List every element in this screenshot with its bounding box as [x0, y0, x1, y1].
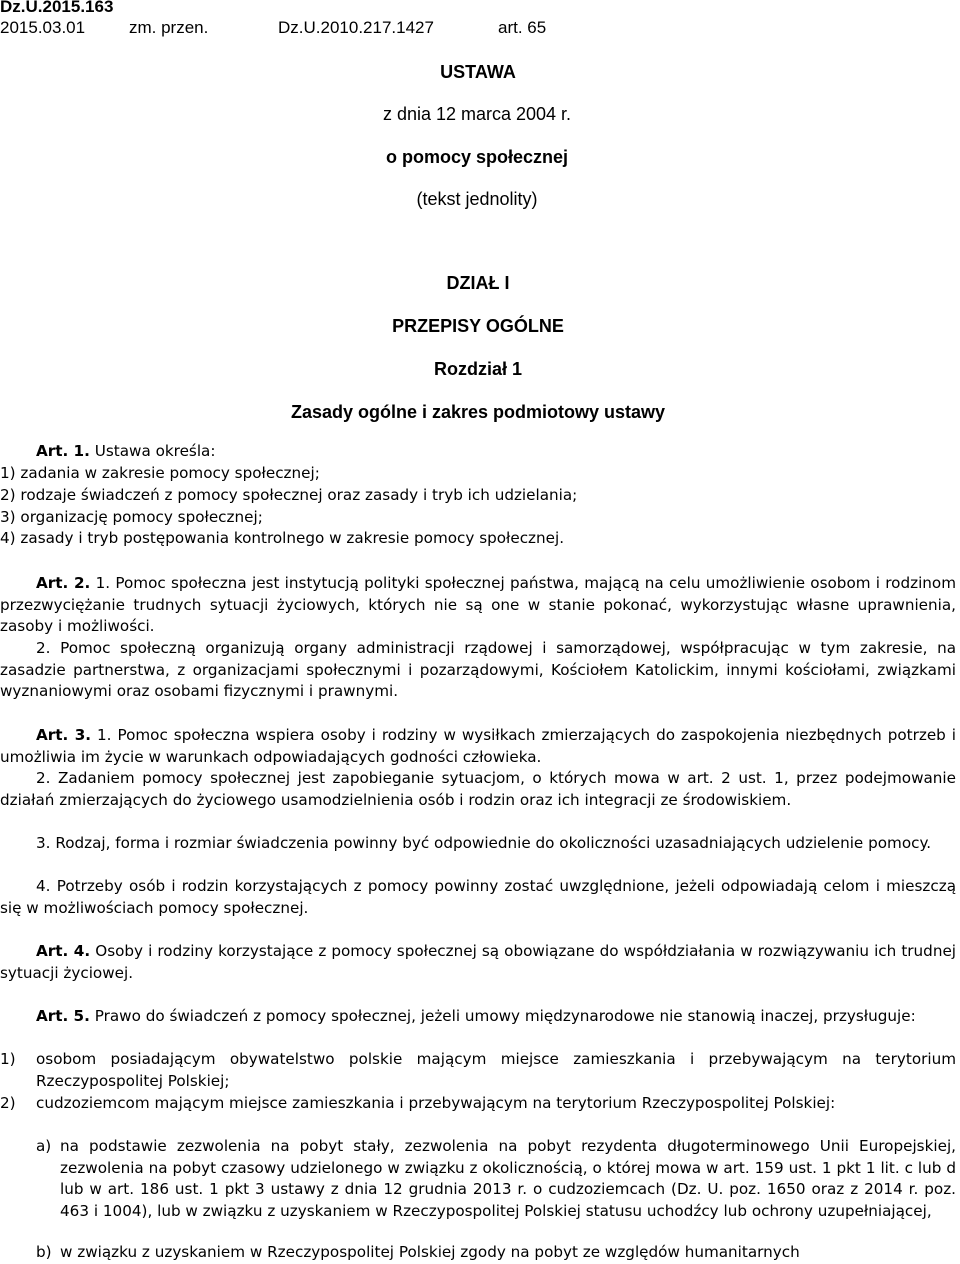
division-number: DZIAŁ I — [446, 273, 510, 293]
article-1-item: 2) rodzaje świadczeń z pomocy społecznej oraz zasady i tryb ich udzielania; — [0, 486, 578, 504]
article-1-item: 3) organizację pomocy społecznej; — [0, 508, 263, 526]
article-2-label: Art. 2. — [36, 574, 91, 592]
article-5-item-2-number: 2) — [0, 1094, 16, 1112]
article-5-item-2: cudzoziemcom mającym miejsce zamieszkania i przebywającym na terytorium Rzeczypospolitej Polskiej: — [36, 1094, 836, 1112]
chapter-number: Rozdział 1 — [433, 359, 522, 379]
article-5-label: Art. 5. — [36, 1007, 90, 1025]
article-5-item-1: osobom posiadającym obywatelstwo polskie mającym miejsce zamieszkania i przebywającym na terytorium Rzeczypospolitej Polskiej; — [36, 1050, 956, 1090]
article-1-item: 4) zasady i tryb postępowania kontrolnego w zakresie pomocy społecznej. — [0, 529, 565, 547]
amendment-date: 2015.03.01 — [0, 18, 86, 37]
article-1-intro: Art. 1. Ustawa określa: — [36, 442, 216, 460]
chapter-title: Zasady ogólne i zakres podmiotowy ustawy — [290, 402, 666, 422]
article-5-letter-a-label: a) — [36, 1137, 52, 1155]
article-5-letter-a: na podstawie zezwolenia na pobyt stały, zezwolenia na pobyt rezydenta długoterminowego Unii Europejskiej, zezwolenia na pobyt czasowy udzielonego w związku z okolicznością, o której mowa w art. 159 ust. 1 pkt 1 lit. c lub d lub w art. 186 ust. 1 pkt 3 ustawy z dnia 12 grudnia 2013 r. o cudzoziemcach (Dz. U. poz. 1650 oraz z 2014 r. poz. 463 i 1004), lub w związku z uzyskaniem w Rzeczypospolitej Polskiej statusu uchodźcy lub ochrony uzupełniającej, — [60, 1137, 956, 1220]
article-2-paragraph-2: 2. Pomoc społeczną organizują organy administracji rządowej i samorządowej, współpracując w tym zakresie, na zasadzie partnerstwa, z organizacjami społecznymi i pozarządowymi, Kościołem Katolickim, innymi kościołami, związkami wyznaniowymi oraz osobami fizycznymi i prawnymi. — [0, 639, 957, 700]
article-3-paragraph-2: 2. Zadaniem pomocy społecznej jest zapobieganie sytuacjom, o których mowa w art. 2 ust. 1, przez podejmowanie działań zmierzających do życiowego usamodzielnienia osób i rodzin oraz ich integracji ze środowiskiem. — [0, 769, 956, 809]
article-5-item-1-number: 1) — [0, 1050, 16, 1068]
act-type-heading: USTAWA — [440, 62, 516, 82]
act-subject: o pomocy społecznej — [385, 147, 569, 167]
article-5-letter-b-label: b) — [36, 1243, 52, 1261]
article-3-paragraph-4: 4. Potrzeby osób i rodzin korzystających z pomocy powinny zostać uwzględnione, jeżeli odpowiadają celom i mieszczą się w możliwościach pomocy społecznej. — [0, 877, 957, 917]
article-1-item: 1) zadania w zakresie pomocy społecznej; — [0, 464, 320, 482]
article-4-text: Art. 4. Osoby i rodziny korzystające z pomocy społecznej są obowiązane do współdziałania w rozwiązywaniu ich trudnej sytuacji życiowej. — [0, 942, 957, 982]
article-3-paragraph-3: 3. Rodzaj, forma i rozmiar świadczenia powinny być odpowiednie do okoliczności uzasadniających udzielenie pomocy. — [36, 834, 932, 852]
consolidated-note: (tekst jednolity) — [416, 189, 538, 209]
amendment-article: art. 65 — [498, 18, 547, 37]
article-1-label: Art. 1. — [36, 442, 90, 460]
article-5-letter-b: w związku z uzyskaniem w Rzeczypospolitej Polskiej zgody na pobyt ze względów humanitarnych — [60, 1243, 800, 1261]
amendment-source: Dz.U.2010.217.1427 — [278, 18, 434, 37]
article-3-label: Art. 3. — [36, 726, 92, 744]
division-title: PRZEPISY OGÓLNE — [392, 316, 564, 336]
article-3-paragraph-1: Art. 3. 1. Pomoc społeczna wspiera osoby i rodziny w wysiłkach zmierzających do zaspokojenia niezbędnych potrzeb i umożliwia im życie w warunkach odpowiadających godności człowieka. — [0, 726, 957, 766]
article-5-intro: Art. 5. Prawo do świadczeń z pomocy społecznej, jeżeli umowy międzynarodowe nie stanowią inaczej, przysługuje: — [36, 1007, 916, 1025]
act-date: z dnia 12 marca 2004 r. — [382, 104, 572, 124]
article-2-paragraph-1: Art. 2. 1. Pomoc społeczna jest instytucją polityki społecznej państwa, mającą na celu umożliwienie osobom i rodzinom przezwyciężanie trudnych sytuacji życiowych, których nie są one w stanie pokonać, wykorzystując własne uprawnienia, zasoby i możliwości. — [0, 574, 957, 635]
article-4-label: Art. 4. — [36, 942, 91, 960]
journal-reference: Dz.U.2015.163 — [0, 0, 114, 16]
amendment-type: zm. przen. — [129, 18, 209, 37]
